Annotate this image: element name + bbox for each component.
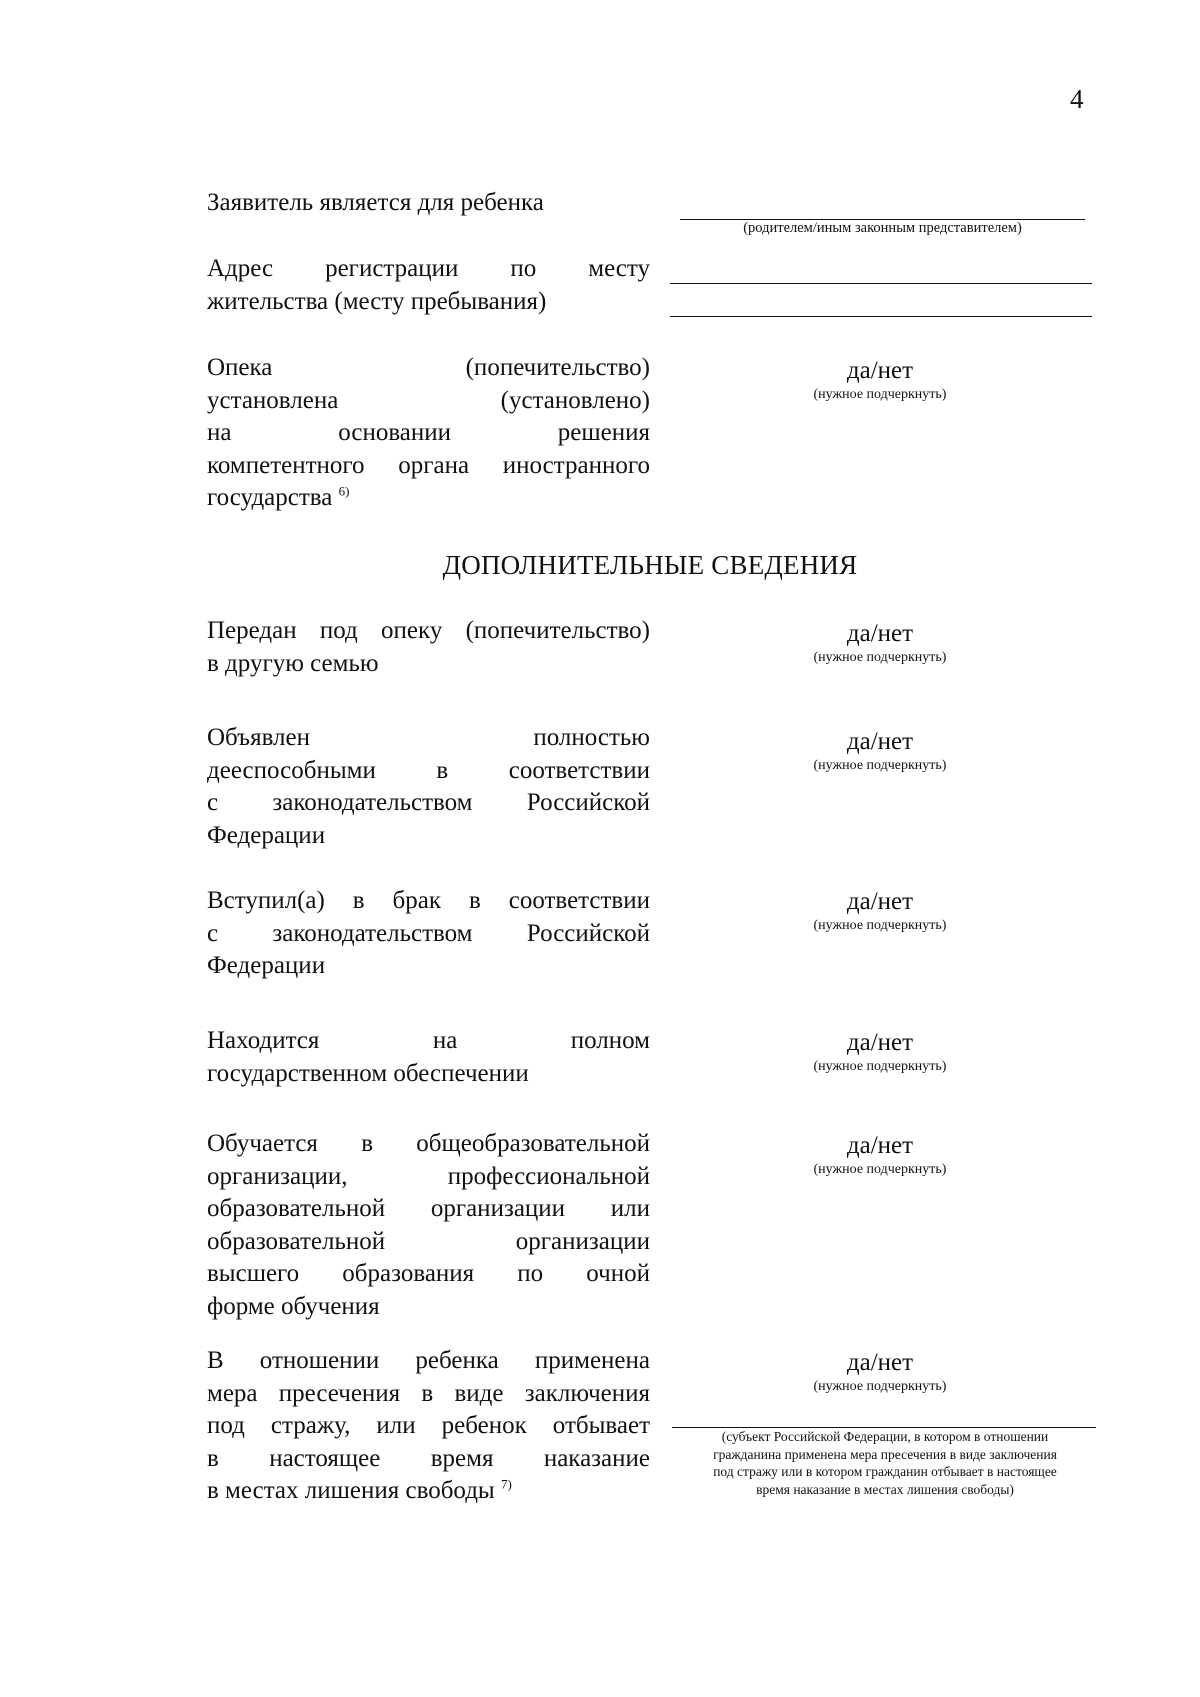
- guardianship-line: Опека (попечительство): [207, 354, 650, 381]
- item-education-answer[interactable]: [740, 1131, 1020, 1179]
- yes-no-option[interactable]: да/нет: [846, 1349, 914, 1376]
- yes-no-option[interactable]: да/нет: [846, 1132, 914, 1159]
- caption-line: (субъект Российской Федерации, в котором в отношении: [721, 1429, 1049, 1444]
- page-number: 4: [1070, 84, 1084, 114]
- item-state-support-answer[interactable]: [740, 1028, 1020, 1076]
- item-line: Передан под опеку (попечительство): [207, 617, 650, 644]
- item-line: образовательной организации: [207, 1227, 650, 1255]
- underline-hint: (нужное подчеркнуть): [813, 387, 947, 402]
- item-line: в другую семью: [207, 649, 379, 677]
- guardianship-line: установлена (установлено): [207, 386, 650, 414]
- caption-line: время наказание в местах лишения свободы): [756, 1481, 1014, 1497]
- item-line: Находится на полном: [207, 1027, 650, 1054]
- guardianship-line: компетентного органа иностранного: [207, 451, 650, 479]
- yes-no-option[interactable]: да/нет: [846, 620, 914, 647]
- address-field-line-2[interactable]: [670, 316, 1092, 317]
- guardianship-line: на основании решения: [207, 419, 650, 446]
- item-line: Обучается в общеобразовательной: [207, 1130, 650, 1157]
- item-capable-answer[interactable]: [740, 727, 1020, 775]
- yes-no-option[interactable]: да/нет: [846, 1029, 914, 1056]
- item-capable-label: [207, 722, 650, 852]
- underline-hint: (нужное подчеркнуть): [813, 650, 947, 665]
- item-line: Объявлен полностью: [207, 724, 650, 751]
- underline-hint: (нужное подчеркнуть): [813, 1379, 947, 1394]
- item-line: Федерации: [207, 952, 326, 979]
- yes-no-option[interactable]: да/нет: [846, 728, 914, 755]
- footnote-marker: 7): [500, 1476, 512, 1492]
- item-line: форме обучения: [207, 1292, 380, 1320]
- item-custody-answer[interactable]: [740, 1348, 1020, 1396]
- caption-line: под стражу или в котором гражданин отбывает в настоящее: [713, 1464, 1057, 1479]
- applicant-label-text: Заявитель является для ребенка: [207, 189, 544, 216]
- item-married-label: [207, 885, 650, 983]
- item-state-support-label: [207, 1025, 650, 1090]
- item-line: дееспособными в соответствии: [207, 756, 650, 784]
- item-line: государственном обеспечении: [207, 1059, 529, 1087]
- item-education-label: [207, 1128, 650, 1323]
- item-line: Вступил(а) в брак в соответствии: [207, 887, 650, 914]
- yes-no-option[interactable]: да/нет: [846, 357, 914, 384]
- underline-hint: (нужное подчеркнуть): [813, 918, 947, 933]
- address-line: Адрес регистрации по месту: [207, 255, 650, 282]
- item-line: в местах лишения свободы $^{7)}$: [207, 1476, 512, 1504]
- address-field-line-1[interactable]: [670, 283, 1092, 284]
- item-line: В отношении ребенка применена: [207, 1347, 650, 1374]
- caption-line: гражданина применена мера пресечения в виде заключения: [713, 1446, 1057, 1462]
- item-line: высшего образования по очной: [207, 1260, 650, 1287]
- address-line: жительства (месту пребывания): [207, 287, 547, 315]
- item-line: под стражу, или ребенок отбывает: [207, 1412, 650, 1439]
- item-custody-label: [207, 1345, 650, 1508]
- guardianship-line: государства $^{6)}$: [207, 483, 350, 511]
- applicant-label: [207, 187, 650, 220]
- item-line: в настоящее время наказание: [207, 1444, 650, 1472]
- item-line: Федерации: [207, 821, 326, 849]
- item-line: образовательной организации или: [207, 1195, 650, 1222]
- underline-hint: (нужное подчеркнуть): [813, 1162, 947, 1177]
- item-transferred-label: [207, 615, 650, 680]
- applicant-role-caption: (родителем/иным законным представителем): [743, 220, 1022, 236]
- yes-no-option[interactable]: да/нет: [846, 888, 914, 915]
- guardianship-answer[interactable]: [740, 356, 1020, 404]
- footnote-marker: 6): [338, 483, 350, 499]
- address-label: [207, 253, 650, 318]
- guardianship-label: [207, 352, 650, 515]
- item-line: организации, профессиональной: [207, 1162, 650, 1190]
- item-married-answer[interactable]: [740, 887, 1020, 935]
- underline-hint: (нужное подчеркнуть): [813, 758, 947, 773]
- underline-hint: (нужное подчеркнуть): [813, 1059, 947, 1074]
- custody-region-caption: [670, 1428, 1100, 1498]
- item-line: с законодательством Российской: [207, 919, 650, 947]
- item-line: с законодательством Российской: [207, 789, 650, 816]
- item-transferred-answer[interactable]: [740, 619, 1020, 667]
- item-line: мера пресечения в виде заключения: [207, 1379, 650, 1407]
- section-heading: ДОПОЛНИТЕЛЬНЫЕ СВЕДЕНИЯ: [442, 550, 858, 580]
